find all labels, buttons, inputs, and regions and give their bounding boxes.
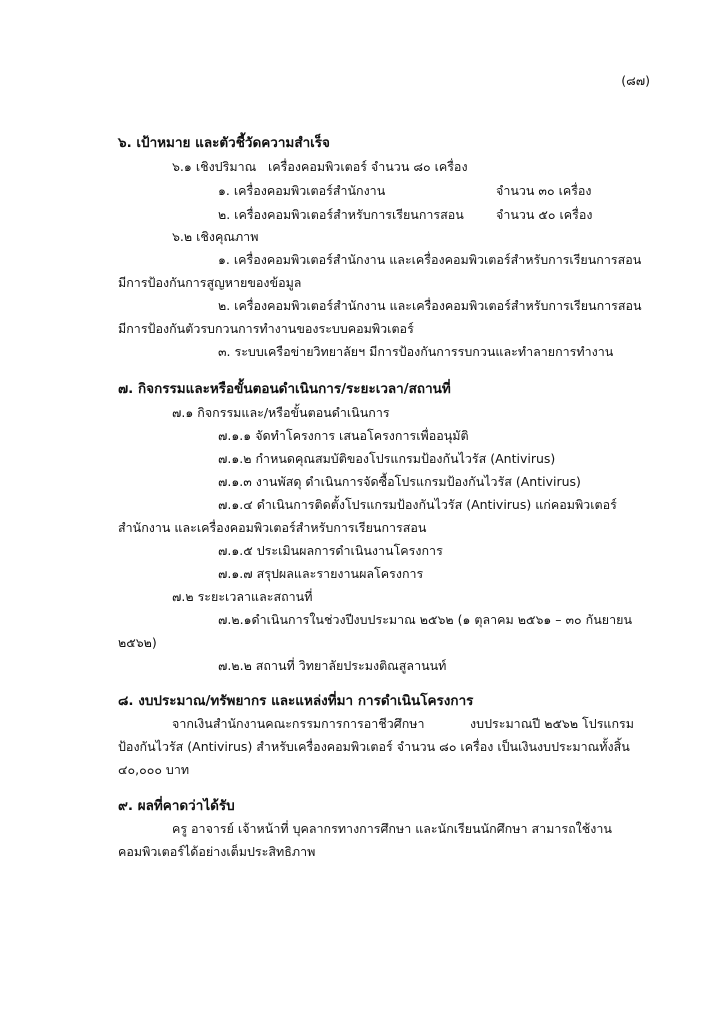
quality-item-1-line2: มีการป้องกันการสูญหายของข้อมูล [118,275,302,290]
activity-item: ๗.๑.๒ กำหนดคุณสมบัติของโปรแกรมป้องกันไวรัส (Antivirus) [218,451,556,466]
quality-item-1-line1: ๑. เครื่องคอมพิวเตอร์สำนักงาน และเครื่องคอมพิวเตอร์สำหรับการเรียนการสอน [218,252,642,267]
activity-item: ๗.๑.๗ สรุปผลและรายงานผลโครงการ [218,566,424,581]
timing-item-continuation: ๒๕๖๒) [118,635,157,650]
timing-item: ๗.๒.๑ดำเนินการในช่วงปีงบประมาณ ๒๕๖๒ (๑ ตุลาคม ๒๕๖๑ – ๓๐ กันยายน [218,612,632,627]
quantity-item-1: ๑. เครื่องคอมพิวเตอร์สำนักงาน [218,183,386,198]
budget-line-1-b: งบประมาณปี ๒๕๖๒ โปรแกรม [470,716,634,731]
section-7-heading: ๗. กิจกรรมและหรือขั้นตอนดำเนินการ/ระยะเวลา/สถานที่ [118,381,451,397]
section-8-heading: ๘. งบประมาณ/ทรัพยากร และแหล่งที่มา การดำเนินโครงการ [118,693,474,709]
quantity-item-2-count: จำนวน ๕๐ เครื่อง [496,207,593,222]
budget-line-3: ๔๐,๐๐๐ บาท [118,762,190,777]
quantity-text: เครื่องคอมพิวเตอร์ จำนวน ๘๐ เครื่อง [268,159,468,174]
activity-item: ๗.๑.๕ ประเมินผลการดำเนินงานโครงการ [218,543,443,558]
section-6-heading: ๖. เป้าหมาย และตัวชี้วัดความสำเร็จ [118,135,330,151]
budget-line-1 [172,715,634,733]
quantity-label: ๖.๑ เชิงปริมาณ [172,159,257,174]
quality-item-2-line2: มีการป้องกันตัวรบกวนการทำงานของระบบคอมพิวเตอร์ [118,321,414,336]
location-item: ๗.๒.๒ สถานที่ วิทยาลัยประมงติณสูลานนท์ [218,658,447,673]
quantity-item-1-count: จำนวน ๓๐ เครื่อง [496,183,592,198]
activity-item-continuation: สำนักงาน และเครื่องคอมพิวเตอร์สำหรับการเรียนการสอน [118,520,427,535]
outcome-line-1: ครู อาจารย์ เจ้าหน้าที่ บุคลากรทางการศึกษา และนักเรียนนักศึกษา สามารถใช้งาน [172,821,612,836]
section-9-heading: ๙. ผลที่คาดว่าได้รับ [118,798,235,814]
activity-item: ๗.๑.๓ งานพัสดุ ดำเนินการจัดซื้อโปรแกรมป้องกันไวรัส (Antivirus) [218,474,581,489]
timing-subheading: ๗.๒ ระยะเวลาและสถานที่ [172,589,313,604]
activity-item: ๗.๑.๔ ดำเนินการติดตั้งโปรแกรมป้องกันไวรัส (Antivirus) แก่คอมพิวเตอร์ [218,497,617,512]
quality-item-2-line1: ๒. เครื่องคอมพิวเตอร์สำนักงาน และเครื่องคอมพิวเตอร์สำหรับการเรียนการสอน [218,298,642,313]
activity-subheading: ๗.๑ กิจกรรมและ/หรือขั้นตอนดำเนินการ [172,405,390,420]
quantity-item-2: ๒. เครื่องคอมพิวเตอร์สำหรับการเรียนการสอน [218,207,464,222]
quality-item-3: ๓. ระบบเครือข่ายวิทยาลัยฯ มีการป้องกันการรบกวนและทำลายการทำงาน [218,344,614,359]
outcome-line-2: คอมพิวเตอร์ได้อย่างเต็มประสิทธิภาพ [118,844,316,859]
page-number: (๘๗) [621,73,650,88]
budget-line-1-a: จากเงินสำนักงานคณะกรรมการการอาชีวศึกษา [172,716,425,731]
activity-item: ๗.๑.๑ จัดทำโครงการ เสนอโครงการเพื่ออนุมัติ [218,428,469,443]
quality-label: ๖.๒ เชิงคุณภาพ [172,229,259,244]
budget-line-2: ป้องกันไวรัส (Antivirus) สำหรับเครื่องคอมพิวเตอร์ จำนวน ๘๐ เครื่อง เป็นเงินงบประมาณทั้งสิ้น [118,739,630,754]
